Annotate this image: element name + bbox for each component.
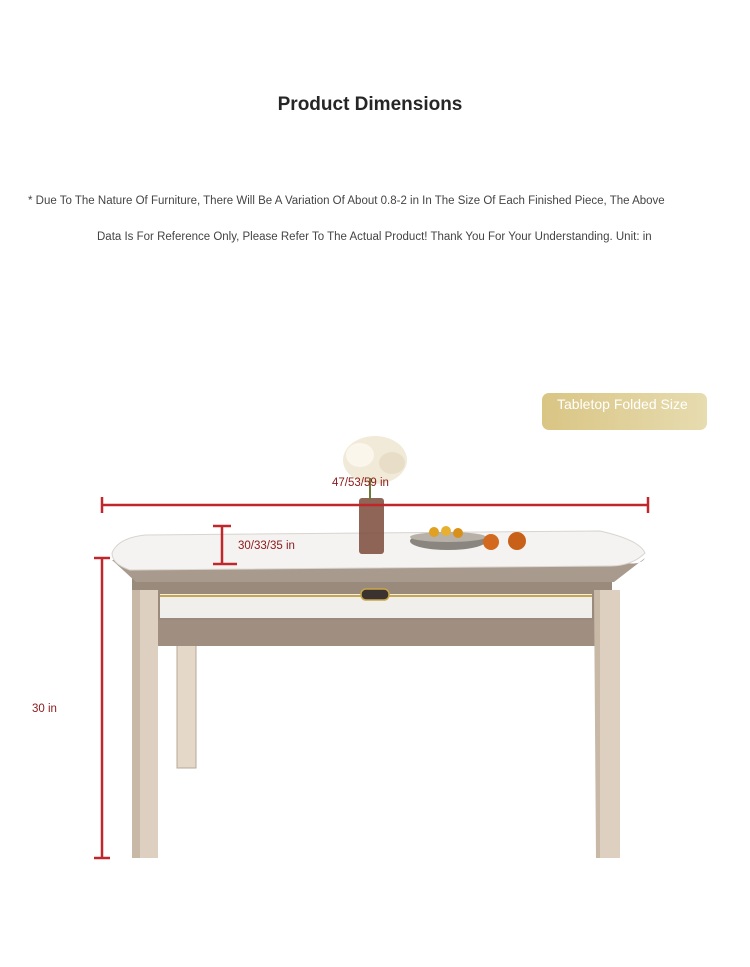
- front-right-leg-face: [600, 590, 620, 858]
- flowers-highlight: [346, 443, 374, 467]
- height-dimension-label: 30 in: [32, 703, 57, 715]
- disclaimer-line-1: * Due To The Nature Of Furniture, There Will Be A Variation Of About 0.8-2 in In The Size Of Each Finished Piece, The Above: [28, 195, 665, 207]
- drawer-handle: [361, 589, 389, 600]
- fruit-3: [453, 528, 463, 538]
- lower-apron: [158, 620, 594, 646]
- vase: [359, 498, 384, 554]
- width-dimension-label: 47/53/59 in: [332, 477, 389, 489]
- fruit-2: [441, 526, 451, 536]
- back-left-leg: [177, 640, 196, 768]
- flowers-highlight-2: [379, 452, 405, 474]
- thickness-dimension-label: 30/33/35 in: [238, 540, 295, 552]
- tabletop-folded-size-badge: Tabletop Folded Size: [542, 393, 707, 430]
- disclaimer-line-2: Data Is For Reference Only, Please Refer To The Actual Product! Thank You For Your Understanding. Unit: in: [97, 231, 652, 243]
- page-title: Product Dimensions: [277, 94, 463, 115]
- height-dimension-line: [94, 558, 110, 858]
- orange-1: [483, 534, 499, 550]
- fruit-1: [429, 527, 439, 537]
- orange-2: [508, 532, 526, 550]
- front-left-leg-face: [140, 590, 158, 858]
